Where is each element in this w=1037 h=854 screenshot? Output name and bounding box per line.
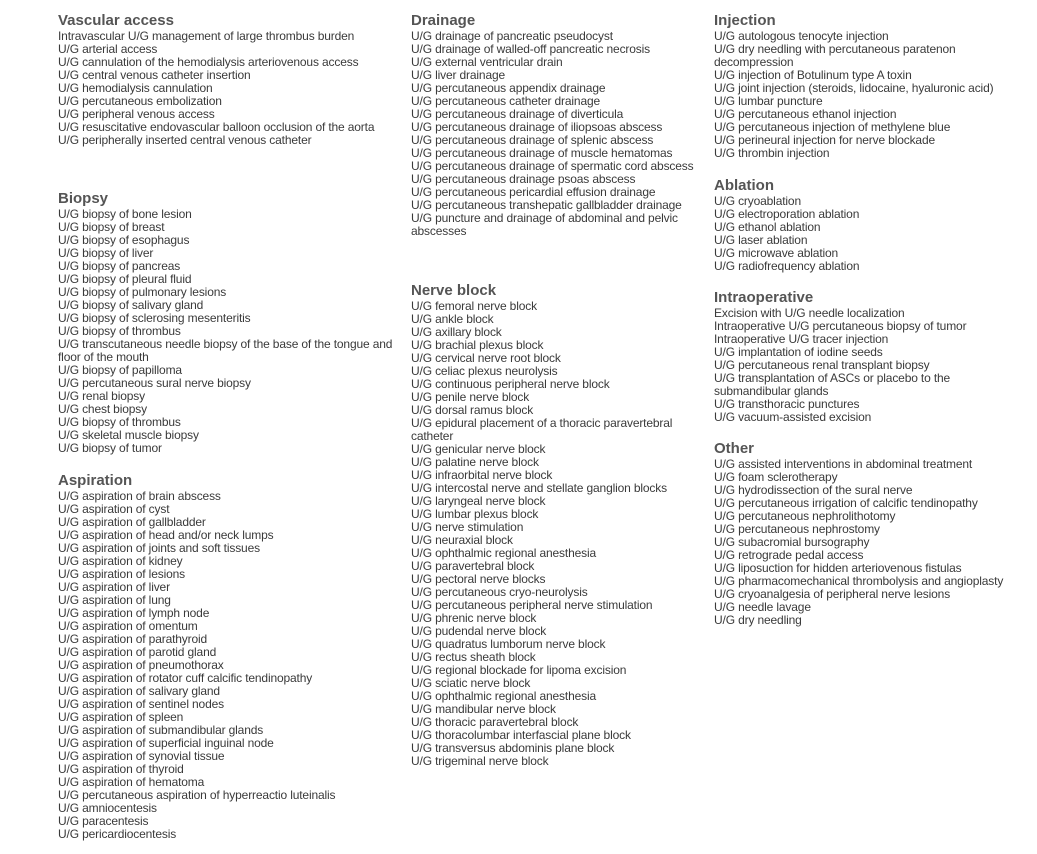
list-item: U/G laser ablation xyxy=(714,233,808,247)
section-heading: Aspiration xyxy=(58,472,133,489)
list-item: U/G hydrodissection of the sural nerve xyxy=(714,483,913,497)
section-aspiration xyxy=(58,472,403,841)
list-item: U/G retrograde pedal access xyxy=(714,548,864,562)
list-item: U/G biopsy of thrombus xyxy=(58,324,181,338)
list-item: U/G puncture and drainage of abdominal and pelvic abscesses xyxy=(411,211,678,238)
section-heading: Intraoperative xyxy=(714,289,814,306)
list-item: U/G paravertebral block xyxy=(411,559,535,573)
list-item: U/G genicular nerve block xyxy=(411,442,546,456)
list-item: U/G aspiration of submandibular glands xyxy=(58,723,264,737)
list-item: Intravascular U/G management of large thrombus burden xyxy=(58,29,355,43)
list-item: U/G sciatic nerve block xyxy=(411,676,531,690)
list-item: U/G implantation of iodine seeds xyxy=(714,345,883,359)
list-item: U/G biopsy of breast xyxy=(58,220,165,234)
list-item: U/G peripheral venous access xyxy=(58,107,215,121)
list-item: U/G transthoracic punctures xyxy=(714,397,860,411)
list-item: U/G biopsy of salivary gland xyxy=(58,298,204,312)
list-item: U/G thoracic paravertebral block xyxy=(411,715,579,729)
section-heading: Nerve block xyxy=(411,282,497,299)
list-item: U/G neuraxial block xyxy=(411,533,513,547)
list-item: U/G biopsy of pancreas xyxy=(58,259,181,273)
list-item: U/G joint injection (steroids, lidocaine, hyaluronic acid) xyxy=(714,81,994,95)
list-item: U/G celiac plexus neurolysis xyxy=(411,364,558,378)
list-item: U/G foam sclerotherapy xyxy=(714,470,838,484)
list-item: U/G aspiration of parathyroid xyxy=(58,632,208,646)
list-item: U/G laryngeal nerve block xyxy=(411,494,546,508)
section-vascular-access xyxy=(58,12,403,147)
section-injection xyxy=(714,12,1019,160)
list-item: U/G continuous peripheral nerve block xyxy=(411,377,610,391)
list-item: U/G biopsy of sclerosing mesenteritis xyxy=(58,311,251,325)
list-item: U/G mandibular nerve block xyxy=(411,702,556,716)
list-item: U/G percutaneous peripheral nerve stimulation xyxy=(411,598,653,612)
list-item: U/G ankle block xyxy=(411,312,494,326)
list-item: U/G percutaneous nephrostomy xyxy=(714,522,880,536)
list-item: U/G aspiration of thyroid xyxy=(58,762,184,776)
list-item: U/G biopsy of esophagus xyxy=(58,233,190,247)
list-item: U/G pharmacomechanical thrombolysis and angioplasty xyxy=(714,574,1004,588)
list-item: U/G pectoral nerve blocks xyxy=(411,572,546,586)
list-item: U/G aspiration of hematoma xyxy=(58,775,205,789)
list-item: Intraoperative U/G percutaneous biopsy of tumor xyxy=(714,319,967,333)
section-ablation xyxy=(714,177,1019,273)
list-item: U/G aspiration of cyst xyxy=(58,502,170,516)
list-item: U/G percutaneous nephrolithotomy xyxy=(714,509,896,523)
list-item: U/G penile nerve block xyxy=(411,390,530,404)
list-item: U/G vacuum-assisted excision xyxy=(714,410,872,424)
list-item: U/G assisted interventions in abdominal treatment xyxy=(714,457,973,471)
list-item: U/G renal biopsy xyxy=(58,389,145,403)
list-item: U/G femoral nerve block xyxy=(411,299,537,313)
list-item: U/G biopsy of liver xyxy=(58,246,154,260)
list-item: U/G transcutaneous needle biopsy of the base of the tongue and floor of the mouth xyxy=(58,337,393,364)
list-item: U/G amniocentesis xyxy=(58,801,157,815)
section-heading: Ablation xyxy=(714,177,774,194)
list-item: Excision with U/G needle localization xyxy=(714,306,905,320)
list-item: U/G percutaneous aspiration of hyperreactio luteinalis xyxy=(58,788,336,802)
list-item: U/G trigeminal nerve block xyxy=(411,754,549,768)
list-item: U/G percutaneous cryo-neurolysis xyxy=(411,585,588,599)
list-item: U/G ophthalmic regional anesthesia xyxy=(411,546,597,560)
list-item: U/G percutaneous transhepatic gallbladder drainage xyxy=(411,198,682,212)
list-item: U/G biopsy of bone lesion xyxy=(58,207,192,221)
list-item: U/G aspiration of head and/or neck lumps xyxy=(58,528,274,542)
list-item: U/G liposuction for hidden arteriovenous fistulas xyxy=(714,561,962,575)
list-item: U/G peripherally inserted central venous catheter xyxy=(58,133,312,147)
list-item: U/G drainage of walled-off pancreatic necrosis xyxy=(411,42,651,56)
list-item: U/G injection of Botulinum type A toxin xyxy=(714,68,912,82)
list-item: U/G arterial access xyxy=(58,42,158,56)
list-item: U/G percutaneous drainage of diverticula xyxy=(411,107,624,121)
list-item: U/G brachial plexus block xyxy=(411,338,544,352)
section-heading: Vascular access xyxy=(58,12,174,29)
section-other xyxy=(714,440,1019,627)
list-item: U/G palatine nerve block xyxy=(411,455,539,469)
list-item: U/G ophthalmic regional anesthesia xyxy=(411,689,597,703)
list-item: U/G pericardiocentesis xyxy=(58,827,177,841)
list-item: U/G aspiration of omentum xyxy=(58,619,198,633)
list-item: U/G aspiration of rotator cuff calcific tendinopathy xyxy=(58,671,313,685)
list-item: U/G biopsy of thrombus xyxy=(58,415,181,429)
list-item: U/G aspiration of parotid gland xyxy=(58,645,217,659)
list-item: U/G biopsy of papilloma xyxy=(58,363,182,377)
list-item: U/G perineural injection for nerve blockade xyxy=(714,133,936,147)
list-item: U/G percutaneous pericardial effusion drainage xyxy=(411,185,656,199)
list-item: U/G percutaneous catheter drainage xyxy=(411,94,601,108)
list-item: U/G dry needling with percutaneous paratenon decompression xyxy=(714,42,956,69)
list-item: U/G hemodialysis cannulation xyxy=(58,81,213,95)
list-item: U/G aspiration of lymph node xyxy=(58,606,210,620)
list-item: U/G percutaneous drainage of spermatic cord abscess xyxy=(411,159,694,173)
list-item: U/G infraorbital nerve block xyxy=(411,468,553,482)
list-item: U/G thoracolumbar interfascial plane block xyxy=(411,728,631,742)
list-item: U/G ethanol ablation xyxy=(714,220,821,234)
list-item: U/G percutaneous irrigation of calcific tendinopathy xyxy=(714,496,978,510)
list-item: U/G percutaneous drainage of splenic abscess xyxy=(411,133,654,147)
list-item: U/G biopsy of pleural fluid xyxy=(58,272,192,286)
list-item: U/G autologous tenocyte injection xyxy=(714,29,889,43)
list-item: U/G aspiration of lesions xyxy=(58,567,185,581)
list-item: U/G aspiration of superficial inguinal node xyxy=(58,736,274,750)
list-item: U/G percutaneous drainage psoas abscess xyxy=(411,172,636,186)
list-item: U/G chest biopsy xyxy=(58,402,147,416)
list-item: U/G percutaneous sural nerve biopsy xyxy=(58,376,251,390)
list-item: U/G biopsy of tumor xyxy=(58,441,162,455)
list-item: U/G needle lavage xyxy=(714,600,811,614)
list-item: U/G lumbar plexus block xyxy=(411,507,539,521)
list-item: U/G quadratus lumborum nerve block xyxy=(411,637,606,651)
list-item: U/G lumbar puncture xyxy=(714,94,823,108)
list-item: U/G aspiration of sentinel nodes xyxy=(58,697,224,711)
list-item: U/G resuscitative endovascular balloon occlusion of the aorta xyxy=(58,120,375,134)
list-item: U/G aspiration of synovial tissue xyxy=(58,749,225,763)
list-item: U/G external ventricular drain xyxy=(411,55,563,69)
list-item: U/G skeletal muscle biopsy xyxy=(58,428,199,442)
list-item: U/G aspiration of kidney xyxy=(58,554,183,568)
list-item: U/G percutaneous injection of methylene blue xyxy=(714,120,951,134)
list-item: U/G intercostal nerve and stellate ganglion blocks xyxy=(411,481,667,495)
list-item: U/G percutaneous renal transplant biopsy xyxy=(714,358,930,372)
list-item: U/G aspiration of gallbladder xyxy=(58,515,206,529)
section-drainage xyxy=(411,12,706,238)
list-item: U/G pudendal nerve block xyxy=(411,624,547,638)
section-biopsy xyxy=(58,190,403,455)
section-heading: Drainage xyxy=(411,12,476,29)
list-item: U/G paracentesis xyxy=(58,814,149,828)
list-item: U/G dry needling xyxy=(714,613,802,627)
list-item: U/G electroporation ablation xyxy=(714,207,860,221)
section-heading: Injection xyxy=(714,12,776,29)
list-item: U/G percutaneous embolization xyxy=(58,94,222,108)
section-nerve-block xyxy=(411,282,706,768)
list-item: U/G cryoanalgesia of peripheral nerve lesions xyxy=(714,587,951,601)
list-item: U/G percutaneous drainage of iliopsoas abscess xyxy=(411,120,663,134)
procedure-list xyxy=(58,208,403,455)
list-item: U/G percutaneous ethanol injection xyxy=(714,107,897,121)
procedure-list xyxy=(411,30,706,238)
list-item: U/G central venous catheter insertion xyxy=(58,68,251,82)
list-item: U/G cannulation of the hemodialysis arteriovenous access xyxy=(58,55,359,69)
section-heading: Other xyxy=(714,440,755,457)
procedure-list xyxy=(714,195,1019,273)
procedure-list xyxy=(58,490,403,841)
section-intraoperative xyxy=(714,289,1019,424)
list-item: U/G transversus abdominis plane block xyxy=(411,741,615,755)
list-item: U/G nerve stimulation xyxy=(411,520,524,534)
list-item: U/G microwave ablation xyxy=(714,246,839,260)
list-item: U/G regional blockade for lipoma excision xyxy=(411,663,627,677)
list-item: U/G thrombin injection xyxy=(714,146,830,160)
list-item: U/G percutaneous appendix drainage xyxy=(411,81,606,95)
list-item: U/G phrenic nerve block xyxy=(411,611,537,625)
list-item: U/G aspiration of pneumothorax xyxy=(58,658,224,672)
list-item: U/G aspiration of salivary gland xyxy=(58,684,220,698)
procedure-list xyxy=(58,30,403,147)
list-item: U/G rectus sheath block xyxy=(411,650,536,664)
list-item: U/G aspiration of lung xyxy=(58,593,171,607)
list-item: U/G dorsal ramus block xyxy=(411,403,534,417)
list-item: U/G aspiration of brain abscess xyxy=(58,489,221,503)
procedure-list xyxy=(714,30,1019,160)
list-item: U/G aspiration of liver xyxy=(58,580,170,594)
list-item: U/G radiofrequency ablation xyxy=(714,259,860,273)
list-item: U/G epidural placement of a thoracic paravertebral catheter xyxy=(411,416,673,443)
procedure-list xyxy=(411,300,706,768)
list-item: U/G aspiration of spleen xyxy=(58,710,184,724)
list-item: U/G percutaneous drainage of muscle hematomas xyxy=(411,146,673,160)
list-item: U/G cervical nerve root block xyxy=(411,351,561,365)
list-item: U/G biopsy of pulmonary lesions xyxy=(58,285,227,299)
list-item: U/G liver drainage xyxy=(411,68,506,82)
list-item: U/G drainage of pancreatic pseudocyst xyxy=(411,29,613,43)
list-item: U/G aspiration of joints and soft tissues xyxy=(58,541,260,555)
list-item: U/G transplantation of ASCs or placebo to the submandibular glands xyxy=(714,371,951,398)
section-heading: Biopsy xyxy=(58,190,109,207)
list-item: U/G cryoablation xyxy=(714,194,801,208)
list-item: U/G subacromial bursography xyxy=(714,535,870,549)
list-item: U/G axillary block xyxy=(411,325,502,339)
procedure-list xyxy=(714,458,1019,627)
list-item: Intraoperative U/G tracer injection xyxy=(714,332,889,346)
procedure-list xyxy=(714,307,1019,424)
